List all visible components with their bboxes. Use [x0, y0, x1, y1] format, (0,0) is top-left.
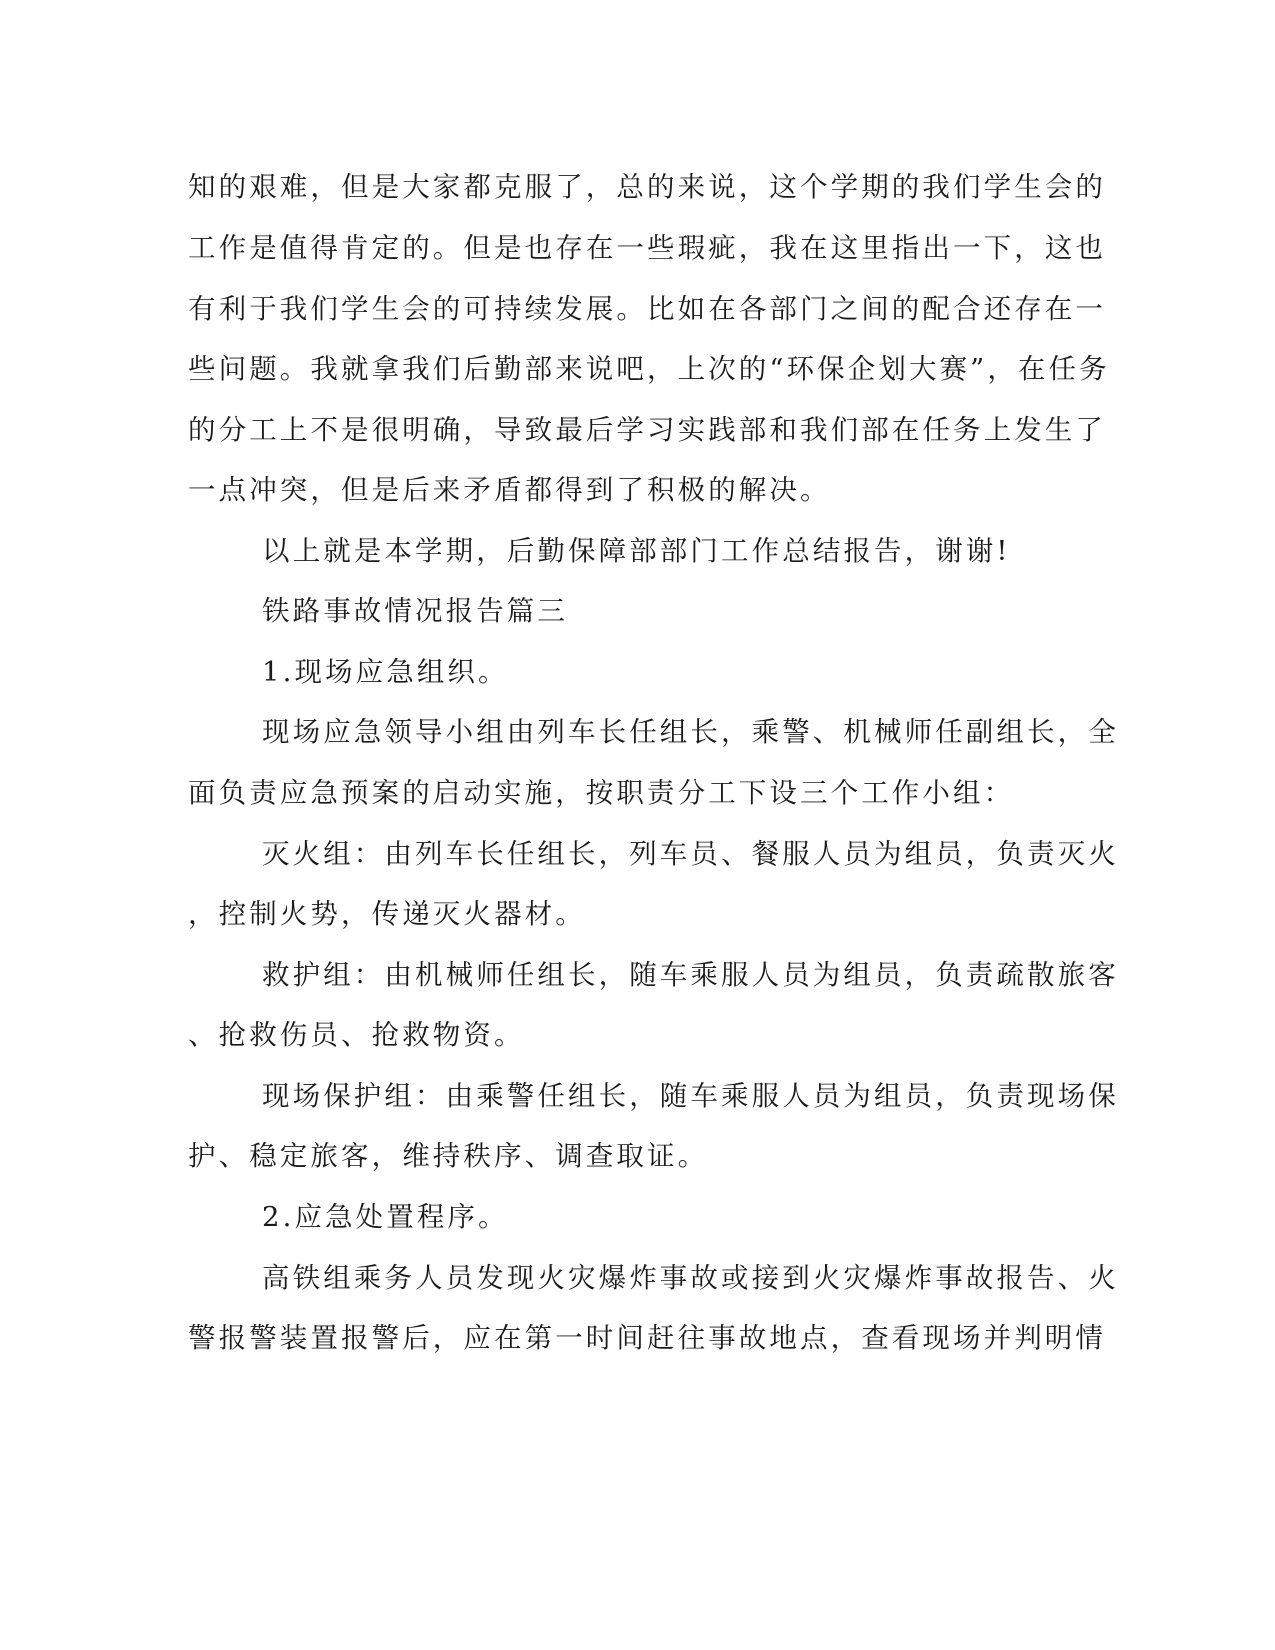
- section-heading-1: 1.现场应急组织。: [262, 656, 509, 688]
- body-text-line: 面负责应急预案的启动实施，按职责分工下设三个工作小组：: [188, 777, 1015, 809]
- body-text-line: ，控制火势，传递灭火器材。: [188, 898, 586, 930]
- body-text-line: 的分工上不是很明确，导致最后学习实践部和我们部在任务上发生了: [188, 414, 1106, 446]
- body-text-line: 护、稳定旅客，维持秩序、调查取证。: [188, 1140, 709, 1172]
- body-text-line: 高铁组乘务人员发现火灾爆炸事故或接到火灾爆炸事故报告、火: [262, 1262, 1119, 1294]
- body-text-line: 救护组：由机械师任组长，随车乘服人员为组员，负责疏散旅客: [262, 959, 1119, 991]
- section-title: 铁路事故情况报告篇三: [262, 595, 568, 627]
- body-text-line: 警报警装置报警后，应在第一时间赶往事故地点，查看现场并判明情: [188, 1322, 1106, 1354]
- body-text-line: 现场保护组：由乘警任组长，随车乘服人员为组员，负责现场保: [262, 1080, 1119, 1112]
- closing-statement: 以上就是本学期，后勤保障部部门工作总结报告，谢谢!: [262, 535, 1011, 567]
- body-text-line: 有利于我们学生会的可持续发展。比如在各部门之间的配合还存在一: [188, 293, 1106, 325]
- body-text-line: 灭火组：由列车长任组长，列车员、餐服人员为组员，负责灭火: [262, 838, 1119, 870]
- body-text-line: 现场应急领导小组由列车长任组长，乘警、机械师任副组长，全: [262, 716, 1119, 748]
- body-text-line: 工作是值得肯定的。但是也存在一些瑕疵，我在这里指出一下，这也: [188, 232, 1106, 264]
- section-heading-2: 2.应急处置程序。: [262, 1201, 509, 1233]
- body-text-line: 知的艰难，但是大家都克服了，总的来说，这个学期的我们学生会的: [188, 171, 1106, 203]
- body-text-line: 些问题。我就拿我们后勤部来说吧，上次的“环保企划大赛”，在任务: [188, 353, 1110, 385]
- body-text-line: 、抢救伤员、抢救物资。: [188, 1019, 525, 1051]
- body-text-line: 一点冲突，但是后来矛盾都得到了积极的解决。: [188, 474, 831, 506]
